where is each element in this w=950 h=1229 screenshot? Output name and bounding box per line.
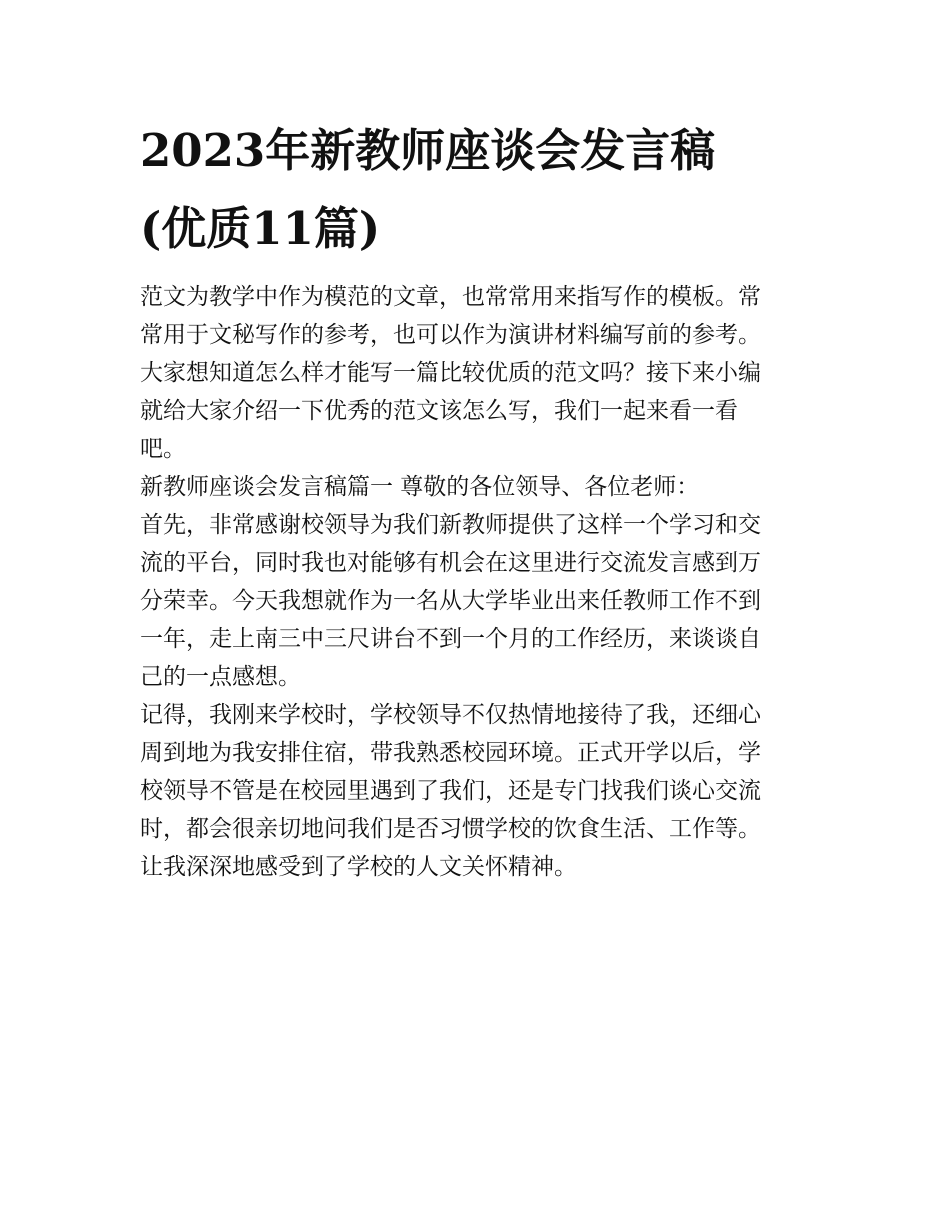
document-page: [140, 112, 820, 886]
text-line: 一年，走上南三中三尺讲台不到一个月的工作经历，来谈谈自: [140, 626, 761, 652]
title-line: 2023年新教师座谈会发言稿: [140, 124, 716, 177]
text-line: 周到地为我安排住宿，带我熟悉校园环境。正式开学以后，学: [140, 740, 761, 766]
body-paragraph: [140, 506, 820, 696]
text-line: 新教师座谈会发言稿篇一 尊敬的各位领导、各位老师：: [140, 474, 700, 500]
text-line: 让我深深地感受到了学校的人文关怀精神。: [140, 854, 577, 880]
text-line: 范文为教学中作为模范的文章，也常常用来指写作的模板。常: [140, 284, 761, 310]
document-body: [140, 278, 820, 886]
title-line: (优质11篇): [140, 202, 381, 255]
intro-paragraph: [140, 278, 820, 468]
text-line: 校领导不管是在校园里遇到了我们，还是专门找我们谈心交流: [140, 778, 761, 804]
text-line: 吧。: [140, 436, 186, 462]
text-line: 流的平台，同时我也对能够有机会在这里进行交流发言感到万: [140, 550, 761, 576]
text-line: 己的一点感想。: [140, 664, 301, 690]
text-line: 时，都会很亲切地问我们是否习惯学校的饮食生活、工作等。: [140, 816, 761, 842]
document-title: [140, 112, 820, 268]
text-line: 分荣幸。今天我想就作为一名从大学毕业出来任教师工作不到: [140, 588, 761, 614]
text-line: 大家想知道怎么样才能写一篇比较优质的范文吗？接下来小编: [140, 360, 761, 386]
text-line: 首先，非常感谢校领导为我们新教师提供了这样一个学习和交: [140, 512, 761, 538]
text-line: 记得，我刚来学校时，学校领导不仅热情地接待了我，还细心: [140, 702, 761, 728]
body-paragraph: [140, 696, 820, 886]
text-line: 常用于文秘写作的参考，也可以作为演讲材料编写前的参考。: [140, 322, 761, 348]
section-heading-paragraph: [140, 468, 820, 506]
text-line: 就给大家介绍一下优秀的范文该怎么写，我们一起来看一看: [140, 398, 738, 424]
